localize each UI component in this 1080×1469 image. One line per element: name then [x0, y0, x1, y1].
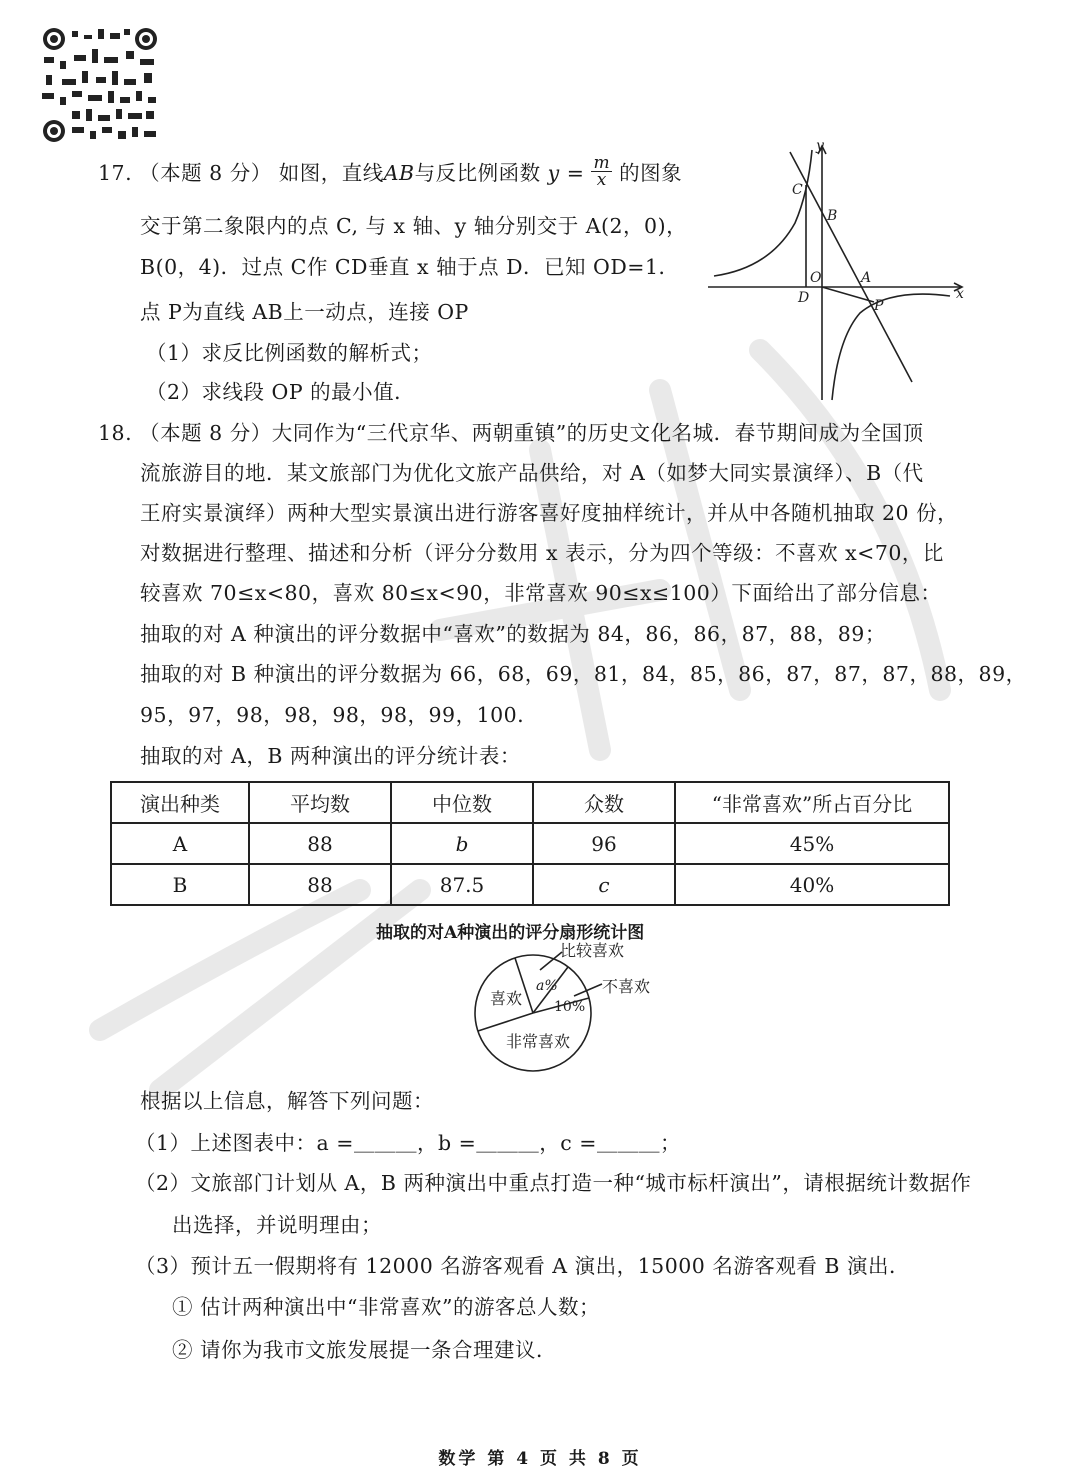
table-cell: 40%	[675, 864, 949, 905]
q18-line-2: 王府实景演绎）两种大型实景演出进行游客喜好度抽样统计，并从中各随机抽取 20 份，	[140, 501, 959, 525]
table-header: 众数	[533, 782, 675, 823]
hyperbola-left-branch	[714, 150, 812, 276]
q17-line1-mid: 与反比例函数	[414, 161, 541, 185]
pie-chart	[440, 938, 680, 1072]
q18-line-6: 抽取的对 B 种演出的评分数据为 66，68，69，81，84，85，86，87，87，87，88，89，	[140, 662, 1027, 686]
line-ab	[790, 152, 912, 382]
table-cell: 88	[249, 864, 391, 905]
q17-func-num: m	[593, 153, 611, 173]
q17-part2: （2）求线段 OP 的最小值．	[146, 380, 416, 404]
table-cell: 87.5	[391, 864, 533, 905]
stats-table	[110, 781, 950, 906]
table-cell: c	[533, 864, 675, 905]
pie-label-very: 非常喜欢	[506, 1032, 571, 1051]
table-row	[111, 864, 949, 905]
q18-question-5: ① 估计两种演出中“非常喜欢”的游客总人数；	[172, 1295, 600, 1319]
qr-code	[40, 27, 160, 143]
pie-label-dislike: 不喜欢	[602, 977, 651, 996]
q17-fraction	[591, 155, 612, 188]
watermark-text: 江淮教育	[40, 330, 44, 331]
q17-ab: AB	[383, 161, 415, 185]
q17-line1	[98, 153, 683, 190]
pie-label-10: 10%	[554, 999, 586, 1015]
q17-number: 17.	[98, 161, 133, 185]
q18-line-0	[98, 418, 924, 448]
pie-label-compare: 比较喜欢	[560, 941, 625, 960]
q18-line-3: 对数据进行整理、描述和分析（评分分数用 x 表示，分为四个等级：不喜欢 x<70，比	[140, 541, 944, 565]
q17-part1: （1）求反比例函数的解析式；	[146, 341, 433, 365]
label-d: D	[798, 290, 810, 306]
pie-title: 抽取的对A种演出的评分扇形统计图	[376, 923, 645, 943]
pie-label-like: 喜欢	[490, 989, 523, 1008]
pie-divider-very	[478, 1013, 533, 1031]
q18-question-4: （3）预计五一假期将有 12000 名游客观看 A 演出，15000 名游客观看 B 演出．	[135, 1254, 910, 1278]
q18-question-6: ② 请你为我市文旅发展提一条合理建议．	[172, 1338, 558, 1362]
q18-line-8: 抽取的对 A，B 两种演出的评分统计表：	[140, 744, 521, 768]
table-header: 演出种类	[111, 782, 249, 823]
label-p: P	[874, 298, 884, 314]
q17-func-y: y =	[547, 161, 585, 185]
table-cell: 45%	[675, 823, 949, 864]
q17-line1-post: 的图象	[619, 161, 683, 185]
table-row	[111, 823, 949, 864]
q17-func-den: x	[596, 170, 607, 190]
pie-label-a: a%	[536, 978, 558, 994]
table-cell: B	[111, 864, 249, 905]
q18-question-2: （2）文旅部门计划从 A，B 两种演出中重点打造一种“城市标杆演出”，请根据统计数据作	[135, 1171, 972, 1195]
page-footer: 数学 第 4 页 共 8 页	[438, 1449, 642, 1469]
label-c: C	[792, 182, 803, 198]
label-x: x	[956, 286, 964, 302]
q18-line-5: 抽取的对 A 种演出的评分数据中“喜欢”的数据为 84，86，86，87，88，89；	[140, 622, 886, 646]
q17-line4: 点 P为直线 AB上一动点，连接 OP	[140, 300, 469, 324]
q18-line-7: 95，97，98，98，98，98，99，100．	[140, 703, 539, 727]
q18-question-3: 出选择，并说明理由；	[172, 1213, 382, 1237]
label-y: y	[816, 138, 824, 154]
table-cell: 88	[249, 823, 391, 864]
q18-line-4: 较喜欢 70≤x<80，喜欢 80≤x<90，非常喜欢 90≤x≤100）下面给出了部分信息：	[140, 581, 942, 605]
table-header: 平均数	[249, 782, 391, 823]
q17-line3: B(0，4)．过点 C作 CD垂直 x 轴于点 D．已知 OD=1．	[140, 255, 680, 279]
hyperbola-right-branch	[832, 294, 950, 400]
q17-graph	[700, 138, 972, 404]
table-header: 中位数	[391, 782, 533, 823]
q18-text-0: （本题 8 分）大同作为“三代京华、两朝重镇”的历史文化名城．春节期间成为全国顶	[139, 421, 924, 445]
label-o: O	[810, 270, 822, 286]
table-cell: b	[391, 823, 533, 864]
label-b: B	[827, 208, 838, 224]
q18-number: 18.	[98, 421, 133, 445]
q17-line1-pre: （本题 8 分） 如图，直线	[139, 161, 384, 185]
q18-question-1: （1）上述图表中：a =＿＿＿，b =＿＿＿，c =＿＿＿；	[135, 1131, 681, 1155]
table-cell: 96	[533, 823, 675, 864]
q18-line-1: 流旅游目的地．某文旅部门为优化文旅产品供给，对 A（如梦大同实景演绎）、B（代	[140, 461, 924, 485]
table-cell: A	[111, 823, 249, 864]
table-header: “非常喜欢”所占百分比	[675, 782, 949, 823]
label-a: A	[861, 270, 872, 286]
q18-question-0: 根据以上信息，解答下列问题：	[140, 1089, 434, 1113]
table-header-row	[111, 782, 949, 823]
q17-line2: 交于第二象限内的点 C, 与 x 轴、y 轴分别交于 A(2，0)，	[140, 214, 688, 238]
